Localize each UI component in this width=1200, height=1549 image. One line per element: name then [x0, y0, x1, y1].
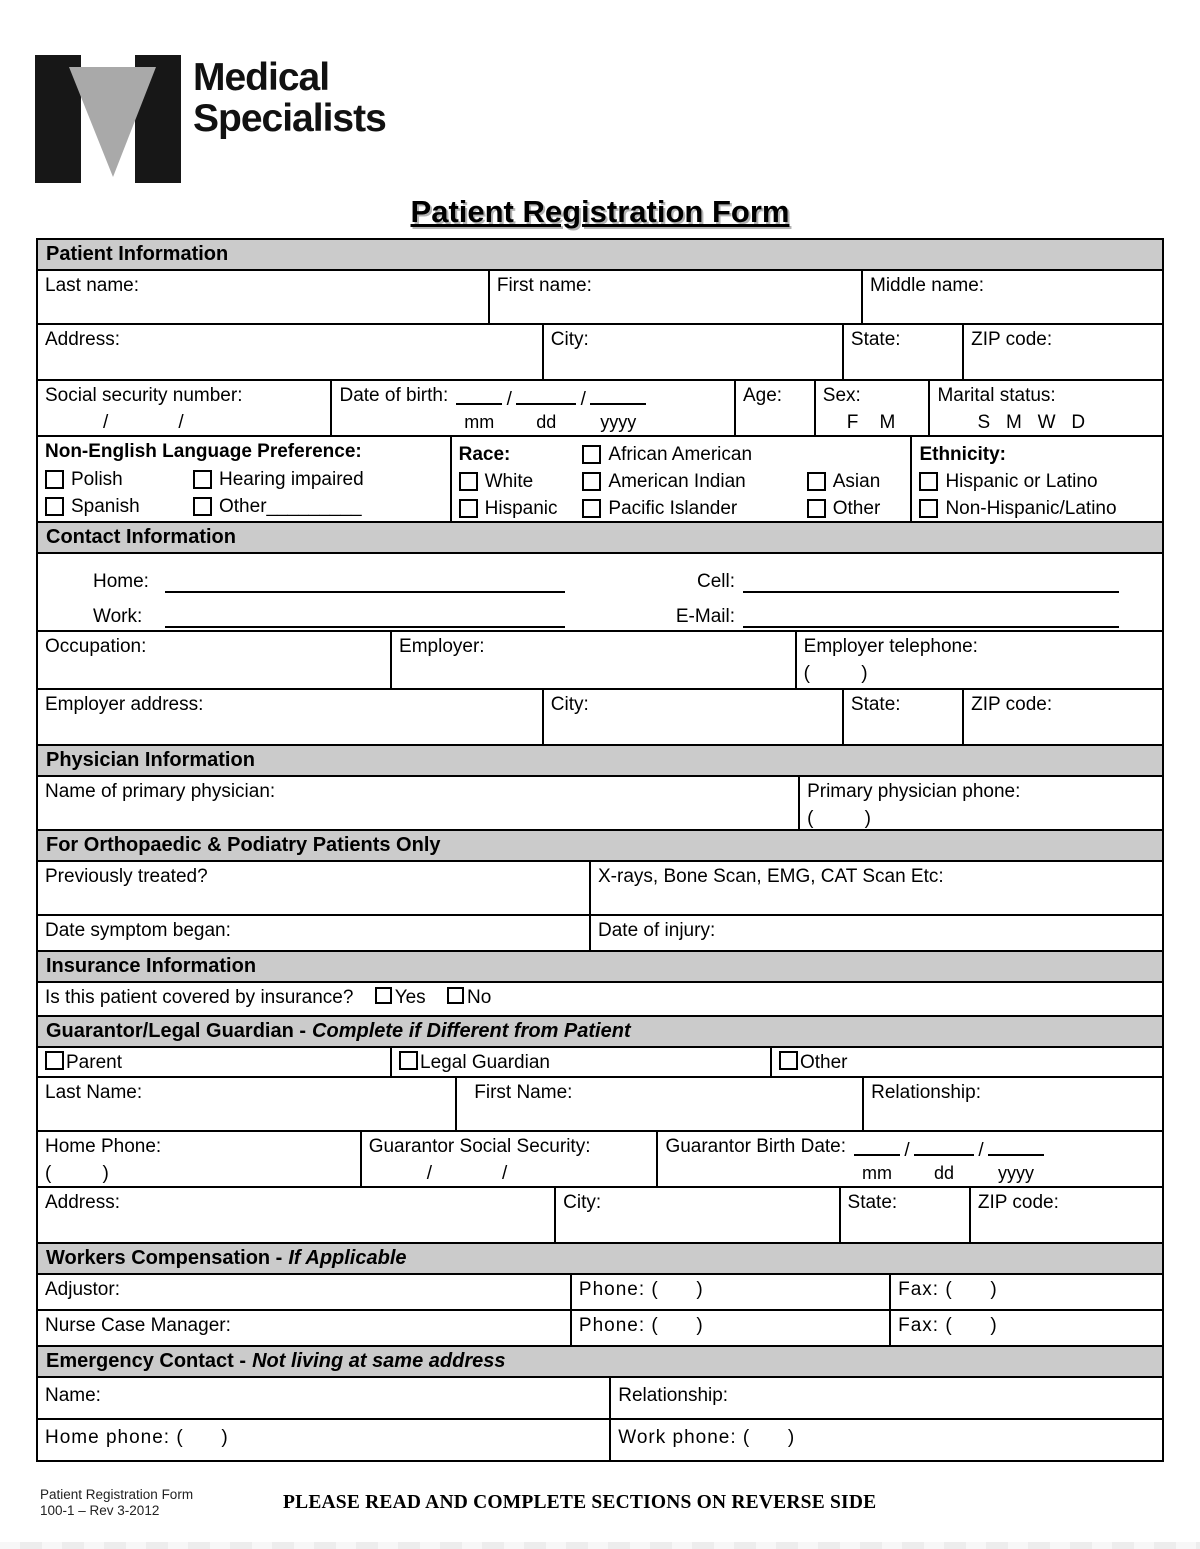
other-language-label: Other_________ [219, 495, 362, 517]
checkbox-insurance-no[interactable] [447, 987, 464, 1004]
guarantor-address-label: Address: [45, 1192, 120, 1213]
emergency-home-phone-label: Home phone: ( ) [45, 1427, 229, 1448]
dob-mm-label: mm [464, 412, 495, 432]
guarantor-home-phone-label: Home Phone: [45, 1136, 162, 1157]
adjustor-fax-label: Fax: ( ) [898, 1279, 998, 1300]
age-label: Age: [743, 385, 783, 406]
nurse-fax-label: Fax: ( ) [898, 1315, 998, 1336]
guarantor-phone-paren: ( ) [45, 1163, 110, 1184]
date-symptom-label: Date symptom began: [45, 920, 231, 941]
emergency-work-phone-label: Work phone: ( ) [618, 1427, 796, 1448]
phone-lines-cell [38, 554, 1162, 630]
sex-field[interactable] [816, 381, 931, 435]
guarantor-city-label: City: [563, 1192, 602, 1213]
insurance-no-label: No [466, 987, 492, 1008]
emergency-work-phone-field[interactable] [611, 1420, 1162, 1460]
spanish-label: Spanish [71, 495, 140, 517]
checkbox-hispanic-race[interactable] [459, 499, 478, 518]
city-field[interactable] [544, 325, 844, 379]
guarantor-address-field[interactable] [38, 1188, 556, 1242]
workers-header-main: Workers Compensation - [46, 1247, 283, 1269]
guarantor-ssn-slashes: / / [426, 1163, 509, 1184]
guarantor-first-name-label: First Name: [474, 1082, 573, 1103]
guarantor-header-main: Guarantor/Legal Guardian - [46, 1020, 307, 1042]
page-title: Patient Registration Form [410, 194, 790, 229]
section-header-orthopaedic: For Orthopaedic & Podiatry Patients Only [38, 831, 1162, 862]
name-row [38, 271, 1162, 325]
dob-separator: / [580, 389, 586, 410]
ssn-slashes: / / [103, 412, 185, 433]
adjustor-row [38, 1275, 1162, 1311]
date-injury-field[interactable] [591, 916, 1162, 950]
zip-label: ZIP code: [971, 329, 1053, 350]
hearing-impaired-label: Hearing impaired [219, 468, 364, 490]
other-race-label: Other [832, 497, 881, 519]
language-race-ethnicity-row [38, 437, 1162, 523]
dob-yyyy-label: yyyy [600, 412, 637, 432]
guarantor-other-label: Other [799, 1052, 848, 1073]
guarantor-bd-yyyy-label: yyyy [998, 1163, 1035, 1183]
xrays-field[interactable] [591, 862, 1162, 914]
adjustor-fax-field[interactable] [891, 1275, 1162, 1309]
guarantor-bd-separator: / [978, 1140, 984, 1161]
employer-state-field[interactable] [844, 690, 964, 744]
nurse-case-manager-label: Nurse Case Manager: [45, 1315, 231, 1336]
checkbox-legal-guardian[interactable] [399, 1051, 418, 1070]
dob-blanks [456, 389, 646, 431]
emergency-header-main: Emergency Contact - [46, 1350, 247, 1372]
emergency-name-row [38, 1378, 1162, 1420]
logo-line1: Medical [193, 56, 330, 99]
asian-label: Asian [832, 470, 881, 492]
sex-options[interactable]: F M [846, 412, 896, 433]
state-label: State: [850, 329, 901, 350]
cell-phone-line[interactable] [743, 571, 1119, 593]
guarantor-parent-field [38, 1048, 392, 1076]
marital-status-options[interactable]: S M W D [977, 412, 1086, 433]
marital-status-field[interactable] [930, 381, 1162, 435]
nurse-phone-field[interactable] [572, 1311, 891, 1345]
ssn-field[interactable] [38, 381, 332, 435]
guarantor-bd-dd-label: dd [934, 1163, 955, 1183]
primary-physician-label: Name of primary physician: [45, 781, 276, 802]
guarantor-ssn-field[interactable] [362, 1132, 659, 1186]
employer-field[interactable] [392, 632, 797, 688]
checkbox-non-hispanic-latino[interactable] [919, 499, 938, 518]
work-phone-line[interactable] [165, 606, 565, 628]
polish-label: Polish [71, 468, 123, 490]
dob-yyyy-blank[interactable] [590, 389, 646, 405]
logo-text [193, 57, 386, 183]
emergency-header-italic: Not living at same address [252, 1350, 506, 1372]
guarantor-phone-row [38, 1132, 1162, 1188]
physician-phone-field[interactable] [800, 777, 1162, 829]
age-field[interactable] [736, 381, 816, 435]
adjustor-field[interactable] [38, 1275, 572, 1309]
guarantor-address-row [38, 1188, 1162, 1244]
primary-physician-field[interactable] [38, 777, 800, 829]
phone-lines-row [38, 554, 1162, 632]
footer-doc-number: 100-1 – Rev 3-2012 [40, 1503, 160, 1518]
guarantor-zip-field[interactable] [971, 1188, 1162, 1242]
address-row [38, 325, 1162, 381]
nurse-case-manager-field[interactable] [38, 1311, 572, 1345]
date-symptom-field[interactable] [38, 916, 591, 950]
zip-field[interactable] [964, 325, 1162, 379]
language-preference-label: Non-English Language Preference: [45, 441, 362, 462]
dob-dd-label: dd [536, 412, 557, 432]
nurse-row [38, 1311, 1162, 1347]
dob-label: Date of birth: [339, 385, 449, 406]
guarantor-type-row [38, 1048, 1162, 1078]
employer-telephone-label: Employer telephone: [803, 636, 978, 657]
emergency-phone-row [38, 1420, 1162, 1460]
nurse-phone-label: Phone: ( ) [578, 1315, 704, 1336]
section-header-workers-compensation [38, 1244, 1162, 1275]
adjustor-phone-label: Phone: ( ) [578, 1279, 704, 1300]
page-edge-strip [0, 1542, 1200, 1549]
guarantor-birth-date-field[interactable] [658, 1132, 1162, 1186]
middle-name-field[interactable] [863, 271, 1162, 323]
guarantor-bd-separator: / [904, 1140, 910, 1161]
legal-guardian-label: Legal Guardian [420, 1052, 550, 1073]
insurance-yes-label: Yes [394, 987, 426, 1008]
ethnicity-label: Ethnicity: [919, 443, 1007, 465]
occupation-field[interactable] [38, 632, 392, 688]
physician-phone-label: Primary physician phone: [807, 781, 1021, 802]
checkbox-insurance-yes[interactable] [375, 987, 392, 1004]
previously-treated-label: Previously treated? [45, 866, 208, 887]
city-label: City: [550, 329, 589, 350]
ssn-dob-row [38, 381, 1162, 437]
checkbox-parent[interactable] [45, 1051, 64, 1070]
section-header-insurance-information: Insurance Information [38, 952, 1162, 983]
dob-dd-blank[interactable] [516, 389, 576, 405]
address-field[interactable] [38, 325, 544, 379]
guarantor-bd-dd-blank[interactable] [914, 1140, 974, 1156]
guarantor-bd-mm-label: mm [862, 1163, 893, 1183]
email-line[interactable] [743, 606, 1119, 628]
guarantor-first-name-field[interactable] [457, 1078, 864, 1130]
adjustor-label: Adjustor: [45, 1279, 120, 1300]
guarantor-birth-date-label: Guarantor Birth Date: [665, 1136, 847, 1157]
home-phone-line[interactable] [165, 571, 565, 593]
guarantor-last-name-field[interactable] [38, 1078, 457, 1130]
symptom-injury-row [38, 916, 1162, 952]
checkbox-hearing-impaired[interactable] [193, 470, 212, 489]
physician-row [38, 777, 1162, 831]
sex-label: Sex: [822, 385, 861, 406]
guarantor-state-label: State: [847, 1192, 898, 1213]
marital-status-label: Marital status: [937, 385, 1056, 406]
emergency-home-phone-field[interactable] [38, 1420, 611, 1460]
employer-zip-label: ZIP code: [971, 694, 1053, 715]
previously-treated-row [38, 862, 1162, 916]
insurance-question-label: Is this patient covered by insurance? [45, 987, 354, 1008]
employer-city-field[interactable] [544, 690, 844, 744]
pacific-islander-label: Pacific Islander [608, 497, 738, 519]
race-label: Race: [458, 443, 511, 465]
footer-notice: PLEASE READ AND COMPLETE SECTIONS ON REVERSE SIDE [283, 1492, 877, 1513]
parent-label: Parent [66, 1052, 122, 1073]
guarantor-header-italic: Complete if Different from Patient [312, 1020, 631, 1042]
race-field [452, 437, 913, 521]
employer-telephone-paren: ( ) [803, 663, 869, 684]
section-header-patient-information: Patient Information [38, 240, 1162, 271]
employer-city-label: City: [550, 694, 589, 715]
physician-phone-paren: ( ) [807, 808, 872, 829]
first-name-label: First name: [496, 275, 592, 296]
section-header-emergency-contact [38, 1347, 1162, 1378]
insurance-question-cell [38, 983, 1162, 1015]
hispanic-latino-label: Hispanic or Latino [945, 470, 1098, 492]
language-preference-field [38, 437, 452, 521]
middle-name-label: Middle name: [870, 275, 985, 296]
nurse-fax-field[interactable] [891, 1311, 1162, 1345]
employer-address-field[interactable] [38, 690, 544, 744]
african-american-label: African American [608, 443, 753, 465]
xrays-label: X-rays, Bone Scan, EMG, CAT Scan Etc: [598, 866, 944, 887]
logo-line2: Specialists [193, 97, 386, 140]
dob-separator: / [506, 389, 512, 410]
workers-header-italic: If Applicable [288, 1247, 407, 1269]
dob-field[interactable] [332, 381, 736, 435]
guarantor-bd-yyyy-blank[interactable] [988, 1140, 1044, 1156]
employer-telephone-field[interactable] [797, 632, 1162, 688]
guarantor-state-field[interactable] [841, 1188, 971, 1242]
white-label: White [484, 470, 534, 492]
checkbox-other-race[interactable] [807, 499, 826, 518]
section-header-physician-information: Physician Information [38, 746, 1162, 777]
previously-treated-field[interactable] [38, 862, 591, 914]
adjustor-phone-field[interactable] [572, 1275, 891, 1309]
cell-phone-label: Cell: [696, 571, 735, 592]
occupation-row [38, 632, 1162, 690]
emergency-relationship-label: Relationship: [618, 1385, 729, 1406]
checkbox-spanish[interactable] [45, 497, 64, 516]
checkbox-american-indian[interactable] [582, 472, 601, 491]
guarantor-zip-label: ZIP code: [977, 1192, 1059, 1213]
email-label: E-Mail: [675, 606, 735, 627]
guarantor-relationship-field[interactable] [864, 1078, 1162, 1130]
checkbox-guarantor-other[interactable] [779, 1051, 798, 1070]
guarantor-city-field[interactable] [556, 1188, 840, 1242]
home-phone-label: Home: [93, 571, 149, 592]
emergency-name-field[interactable] [38, 1378, 611, 1418]
logo [35, 55, 386, 183]
employer-address-row [38, 690, 1162, 746]
dob-mm-blank[interactable] [456, 389, 502, 405]
last-name-label: Last name: [45, 275, 139, 296]
checkbox-asian[interactable] [807, 472, 826, 491]
guarantor-birth-date-blanks [854, 1140, 1044, 1182]
insurance-question-row [38, 983, 1162, 1017]
last-name-field[interactable] [38, 271, 490, 323]
guarantor-legal-guardian-field [392, 1048, 772, 1076]
section-header-contact-information: Contact Information [38, 523, 1162, 554]
guarantor-last-name-label: Last Name: [45, 1082, 143, 1103]
checkbox-white[interactable] [459, 472, 478, 491]
footer-doc-name: Patient Registration Form [40, 1487, 194, 1502]
hispanic-race-label: Hispanic [484, 497, 558, 519]
non-hispanic-latino-label: Non-Hispanic/Latino [945, 497, 1117, 519]
work-phone-label: Work: [93, 606, 143, 627]
employer-label: Employer: [399, 636, 485, 657]
occupation-label: Occupation: [45, 636, 147, 657]
checkbox-african-american[interactable] [582, 445, 601, 464]
guarantor-relationship-label: Relationship: [871, 1082, 981, 1103]
section-header-guarantor [38, 1017, 1162, 1048]
american-indian-label: American Indian [608, 470, 746, 492]
ethnicity-field [912, 437, 1162, 521]
medical-specialists-logo-icon [35, 55, 181, 183]
guarantor-home-phone-field[interactable] [38, 1132, 362, 1186]
patient-registration-form [36, 238, 1164, 1462]
footer-doc-info [40, 1487, 193, 1519]
emergency-relationship-field[interactable] [611, 1378, 1162, 1418]
ssn-label: Social security number: [45, 385, 243, 406]
guarantor-ssn-label: Guarantor Social Security: [368, 1136, 591, 1157]
employer-address-label: Employer address: [45, 694, 204, 715]
checkbox-pacific-islander[interactable] [582, 499, 601, 518]
date-injury-label: Date of injury: [598, 920, 716, 941]
address-label: Address: [45, 329, 120, 350]
guarantor-bd-mm-blank[interactable] [854, 1140, 900, 1156]
employer-zip-field[interactable] [964, 690, 1162, 744]
checkbox-polish[interactable] [45, 470, 64, 489]
guarantor-other-field [772, 1048, 1162, 1076]
guarantor-name-row [38, 1078, 1162, 1132]
checkbox-hispanic-latino[interactable] [919, 472, 938, 491]
first-name-field[interactable] [490, 271, 863, 323]
emergency-name-label: Name: [45, 1385, 101, 1406]
checkbox-other-language[interactable] [193, 497, 212, 516]
employer-state-label: State: [850, 694, 901, 715]
state-field[interactable] [844, 325, 964, 379]
